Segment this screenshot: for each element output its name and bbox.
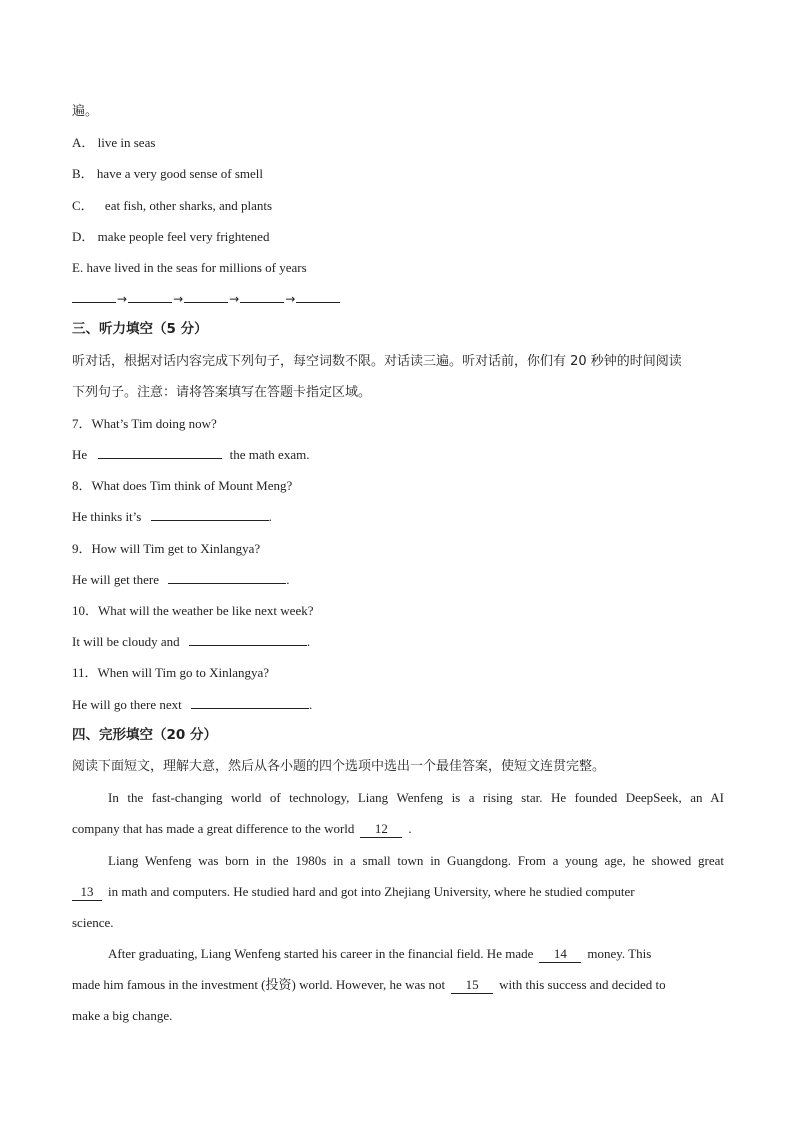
answer-prefix: He [72,447,88,463]
option-text: make people feel very frightened [97,228,270,244]
section-heading: 三、听力填空（5 分） [72,321,208,338]
option-d [72,221,724,252]
question-10: 10．What will the weather be like next week? [72,603,314,618]
passage-text: . [408,821,412,837]
answer-blank[interactable] [72,288,116,303]
passage-line [72,876,724,907]
answer-blank[interactable] [191,694,309,709]
answer-suffix: . [268,509,272,525]
option-e [72,252,724,283]
passage-text: made him famous in the investment (投资) world. However, he was not [72,977,446,993]
question-11: 11．When will Tim go to Xinlangya? [72,665,270,681]
passage-line: make a big change. [72,1008,173,1024]
option-b [72,158,724,189]
passage-line [72,938,724,969]
passage-text: in math and computers. He studied hard and got into Zhejiang University, where he studied computer [108,883,635,899]
answer-suffix: the math exam. [229,447,310,463]
answer-prefix: He will go there next [72,696,182,712]
order-answer-chain [72,283,724,314]
answer-blank[interactable] [168,569,286,584]
answer-blank[interactable] [240,288,284,303]
section-instruction: 听对话，根据对话内容完成下列句子，每空词数不限。对话读三遍。听对话前，你们有 20 秒钟的时间阅读 [72,353,682,369]
document-page [72,96,724,1032]
passage-text: money. This [587,946,652,962]
section-heading: 四、完形填空（20 分） [72,726,217,743]
passage-line: science. [72,914,114,930]
passage-text: company that has made a great difference to the world [72,821,355,837]
passage-text: After graduating, Liang Wenfeng started his career in the financial field. He made [108,946,534,962]
passage-line [72,813,724,844]
arrow-icon: → [285,292,296,307]
answer-blank[interactable] [296,288,340,303]
option-text: have lived in the seas for millions of years [86,259,307,275]
passage-line [72,969,724,1000]
answer-prefix: He will get there [72,571,159,587]
answer-line-9 [72,564,724,595]
question-7: 7．What’s Tim doing now? [72,415,217,431]
cloze-blank-12[interactable]: 12 [360,822,402,838]
answer-line-7 [72,439,724,470]
answer-line-8 [72,501,724,532]
answer-blank[interactable] [151,506,269,521]
passage-line: Liang Wenfeng was born in the 1980s in a small town in Guangdong. From a young age, he showed great [108,852,724,868]
question-9: 9．How will Tim get to Xinlangya? [72,540,261,556]
answer-prefix: He thinks it’s [72,509,142,525]
answer-blank[interactable] [184,288,228,303]
option-text: have a very good sense of smell [96,166,263,182]
answer-suffix: . [309,696,313,712]
option-text: live in seas [97,135,156,151]
answer-blank[interactable] [189,631,307,646]
option-c [72,190,724,221]
arrow-icon: → [229,292,240,307]
option-letter: D． [72,228,95,244]
answer-blank[interactable] [128,288,172,303]
answer-blank[interactable] [98,444,222,459]
cloze-blank-15[interactable]: 15 [451,978,493,994]
option-letter: A． [72,135,95,151]
passage-line: In the fast-changing world of technology, Liang Wenfeng is a rising star. He founded DeepSeek, an AI [108,790,724,806]
answer-prefix: It will be cloudy and [72,634,180,650]
question-8: 8．What does Tim think of Mount Meng? [72,478,293,494]
option-letter: B． [72,166,94,182]
answer-suffix: . [286,571,290,587]
cloze-blank-14[interactable]: 14 [539,947,581,963]
option-letter: C． [72,197,94,213]
answer-line-11 [72,689,724,720]
option-letter: E. [72,259,84,275]
section-instruction: 下列句子。注意：请将答案填写在答题卡指定区域。 [72,384,372,400]
answer-line-10 [72,626,724,657]
answer-suffix: . [306,634,311,650]
passage-text: with this success and decided to [499,977,666,993]
option-text: eat fish, other sharks, and plants [104,197,273,213]
text-fragment: 遍。 [72,104,99,119]
cloze-blank-13[interactable]: 13 [72,885,102,901]
section-instruction: 阅读下面短文，理解大意，然后从各小题的四个选项中选出一个最佳答案，使短文连贯完整。 [72,758,606,774]
option-a [72,127,724,158]
arrow-icon: → [173,292,184,307]
arrow-icon: → [117,292,128,307]
